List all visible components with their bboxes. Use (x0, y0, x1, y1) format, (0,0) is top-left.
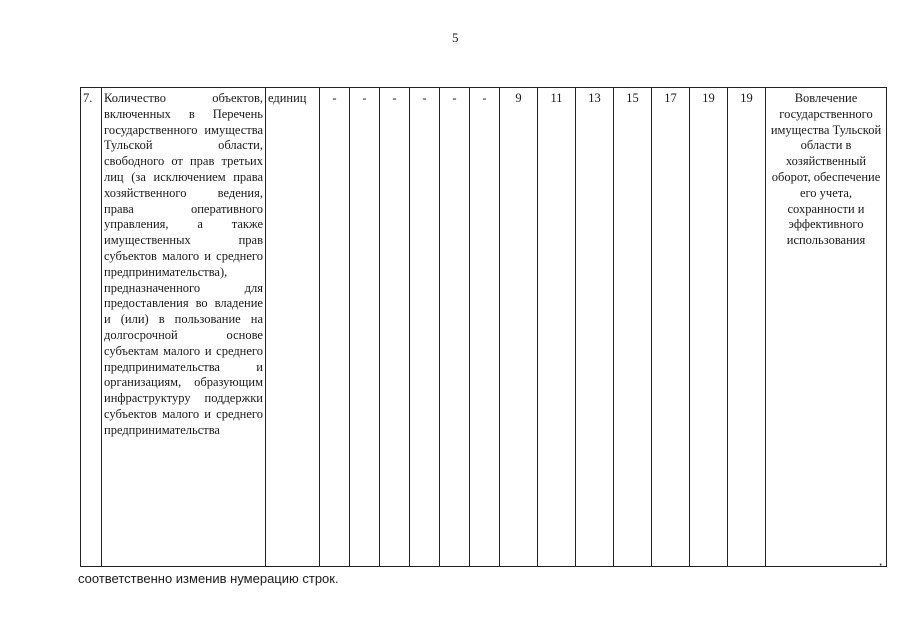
value-cell: 9 (500, 88, 538, 567)
table-row (81, 88, 887, 567)
value-cell: - (470, 88, 500, 567)
value-cell: 17 (652, 88, 690, 567)
value-cell: 15 (614, 88, 652, 567)
page-number: 5 (452, 30, 459, 45)
value-cell: - (410, 88, 440, 567)
unit-cell: единиц (266, 88, 320, 567)
value-cell: - (350, 88, 380, 567)
indicator-table (80, 87, 887, 567)
trailing-comma: , (879, 553, 883, 568)
value-cell: - (440, 88, 470, 567)
value-cell: - (320, 88, 350, 567)
value-cell: - (380, 88, 410, 567)
goal-cell: Вовлечение государственного имущества Тульской области в хозяйственный оборот, обеспечение его учета, сохранности и эффективного использования (766, 88, 887, 567)
row-number: 7. (81, 88, 102, 567)
indicator-description: Количество объектов, включенных в Перечень государственного имущества Тульской области, свободного от прав третьих лиц (за исключением права хозяйственного ведения, права оперативного управления, а также имущественных прав субъектов малого и среднего предпринимательства), предназначенного для предоставления во владение и (или) в пользование на долгосрочной основе субъектам малого и среднего предпринимательства и организациям, образующим инфраструктуру поддержки субъектов малого и среднего предпринимательства (102, 88, 266, 567)
value-cell: 19 (690, 88, 728, 567)
footer-text: соответственно изменив нумерацию строк. (78, 571, 339, 586)
value-cell: 13 (576, 88, 614, 567)
value-cell: 19 (728, 88, 766, 567)
value-cell: 11 (538, 88, 576, 567)
